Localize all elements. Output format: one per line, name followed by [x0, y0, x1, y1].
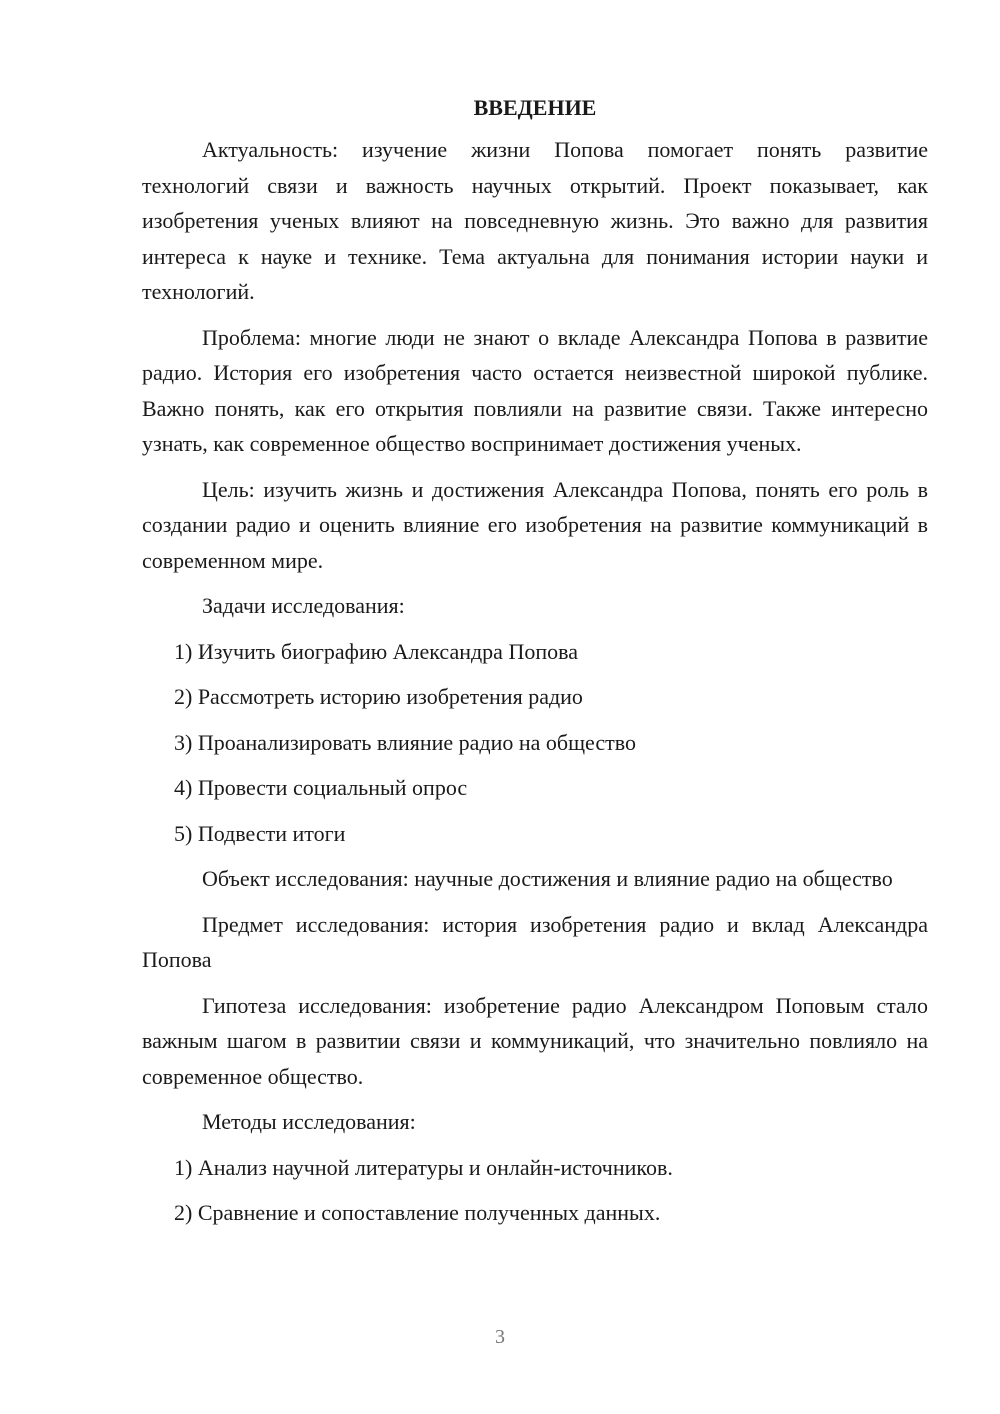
- task-item: 1) Изучить биографию Александра Попова: [174, 638, 578, 664]
- methods-heading: Методы исследования:: [202, 1109, 416, 1134]
- object-paragraph: Объект исследования: научные достижения и влияние радио на общество: [202, 866, 893, 891]
- hypothesis-paragraph: Гипотеза исследования: изобретение радио Александром Поповым стало важным шагом в развитии связи и коммуникаций, что значительно повлияло на современное общество.: [142, 992, 928, 1089]
- task-item: 3) Проанализировать влияние радио на общество: [174, 729, 636, 755]
- relevance-paragraph: Актуальность: изучение жизни Попова помогает понять развитие технологий связи и важность научных открытий. Проект показывает, как изобретения ученых влияют на повседневную жизнь. Это важно для развития интереса к науке и технике. Тема актуальна для понимания истории науки и технологий.: [142, 137, 928, 304]
- goal-paragraph: Цель: изучить жизнь и достижения Александра Попова, понять его роль в создании радио и оценить влияние его изобретения на развитие коммуникаций в современном мире.: [142, 476, 928, 573]
- method-item: 1) Анализ научной литературы и онлайн-источников.: [174, 1154, 673, 1180]
- tasks-list: [142, 634, 928, 852]
- page-number: 3: [495, 1326, 505, 1348]
- task-item: 2) Рассмотреть историю изобретения радио: [174, 684, 583, 709]
- problem-paragraph: Проблема: многие люди не знают о вкладе Александра Попова в развитие радио. История его изобретения часто остается неизвестной широкой публике. Важно понять, как его открытия повлияли на развитие связи. Также интересно узнать, как современное общество воспринимает достижения ученых.: [142, 324, 928, 456]
- subject-paragraph: Предмет исследования: история изобретения радио и вклад Александра Попова: [142, 911, 928, 972]
- tasks-heading: Задачи исследования:: [202, 593, 405, 618]
- methods-list: [142, 1150, 928, 1231]
- method-item: 2) Сравнение и сопоставление полученных данных.: [174, 1200, 661, 1225]
- page-title: ВВЕДЕНИЕ: [473, 95, 597, 120]
- task-item: 5) Подвести итоги: [174, 820, 346, 846]
- task-item: 4) Провести социальный опрос: [174, 775, 468, 800]
- document-page: [142, 90, 928, 1241]
